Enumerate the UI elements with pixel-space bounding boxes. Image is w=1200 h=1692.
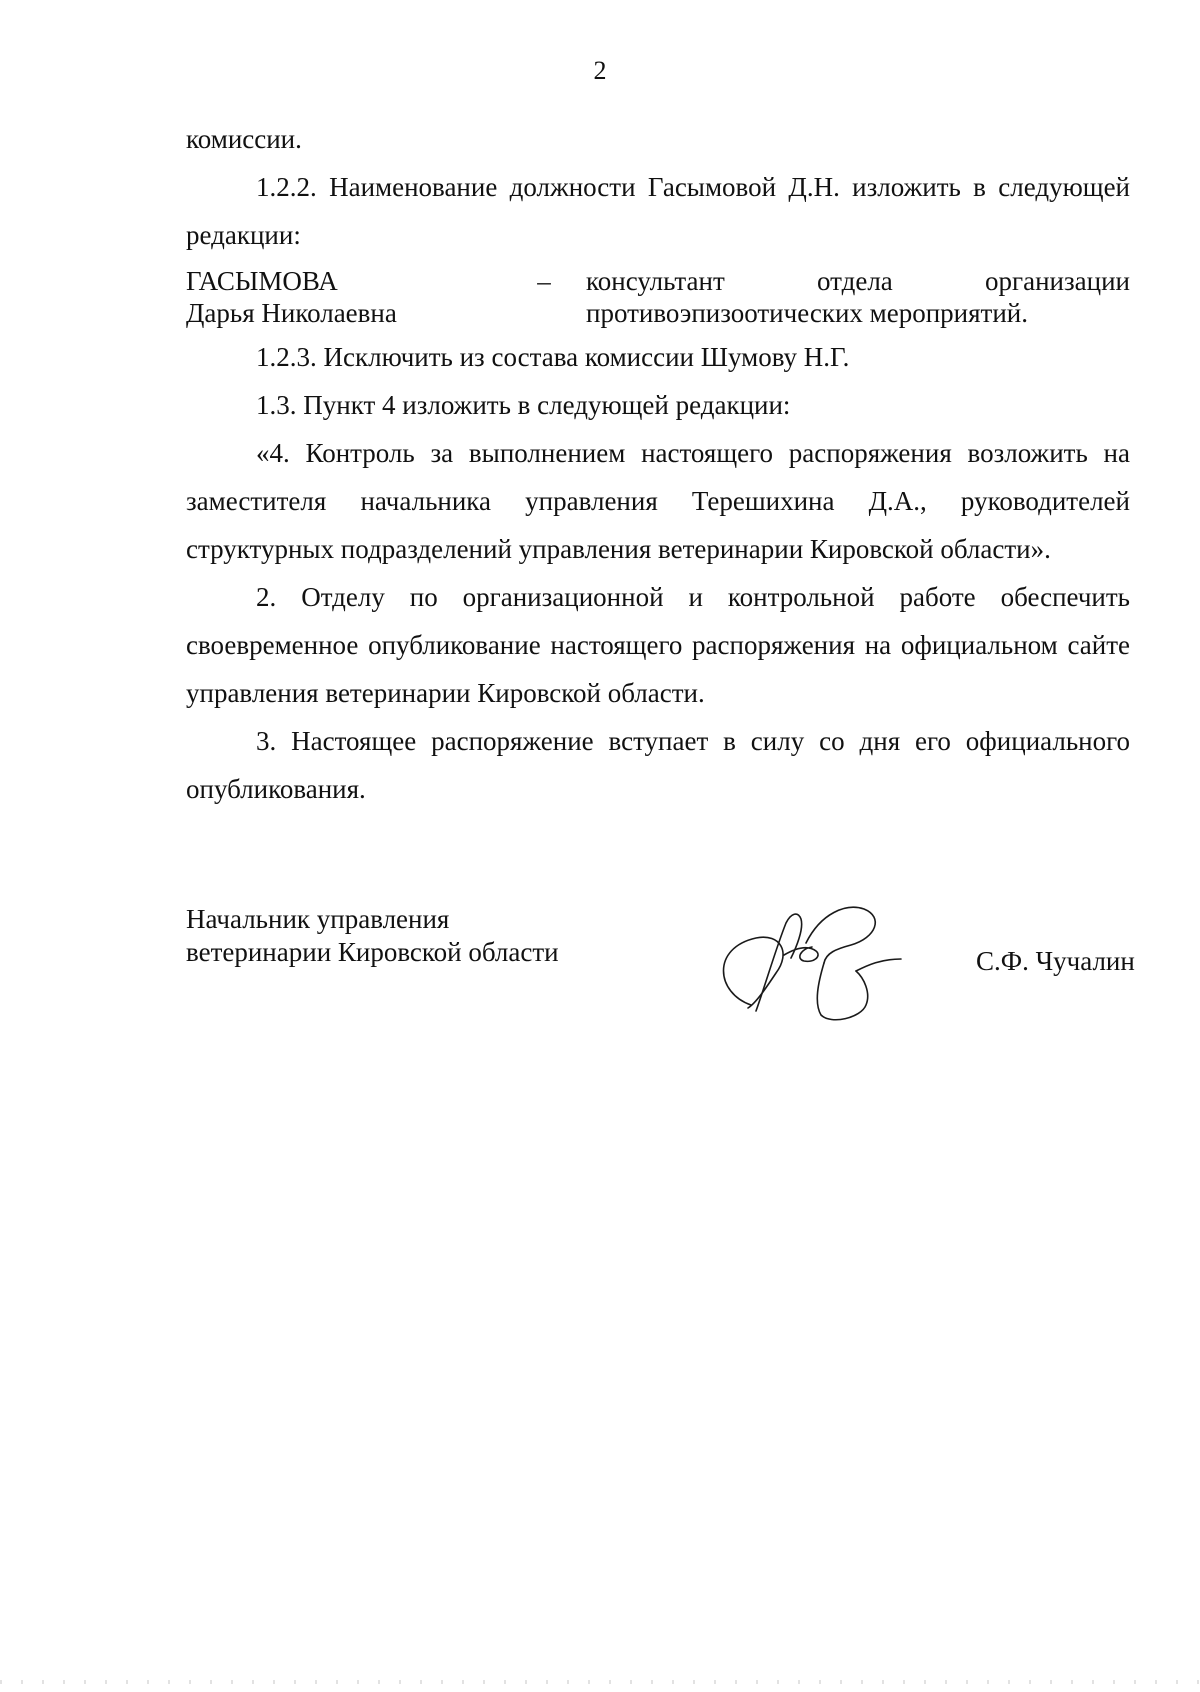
commission-member-entry	[186, 265, 1130, 329]
signer-position-line-2: ветеринарии Кировской области	[186, 937, 559, 967]
member-role	[562, 265, 1130, 329]
signer-name: С.Ф. Чучалин	[976, 946, 1135, 976]
member-dash: –	[537, 266, 551, 296]
signer-position-line-1: Начальник управления	[186, 904, 450, 934]
member-name	[186, 265, 526, 329]
page-number: 2	[593, 56, 607, 85]
paragraph-1-2-3: 1.2.3. Исключить из состава комиссии Шумову Н.Г.	[256, 342, 850, 372]
document-body	[186, 115, 1130, 813]
paragraph-1-2-2: 1.2.2. Наименование должности Гасымовой Д.Н. изложить в следующей редакции:	[186, 172, 1130, 250]
member-role-line-2: противоэпизоотических мероприятий.	[586, 298, 1028, 328]
handwritten-signature-image	[696, 893, 926, 1023]
paragraph-2: 2. Отделу по организационной и контрольной работе обеспечить своевременное опубликование настоящего распоряжения на официальном сайте управления ветеринарии Кировской области.	[186, 582, 1130, 708]
member-given-names: Дарья Николаевна	[186, 298, 397, 328]
paragraph-continuation: комиссии.	[186, 124, 302, 154]
scan-artifact-line	[0, 1680, 1200, 1684]
signer-position	[186, 903, 626, 969]
signature-block	[186, 903, 1186, 1043]
member-surname: ГАСЫМОВА	[186, 266, 338, 296]
paragraph-1-3: 1.3. Пункт 4 изложить в следующей редакции:	[256, 390, 791, 420]
member-role-line-1: консультант отдела организации	[586, 266, 1130, 296]
paragraph-quote-4: «4. Контроль за выполнением настоящего распоряжения возложить на заместителя начальника управления Терешихина Д.А., руководителей структурных подразделений управления ветеринарии Кировской области».	[186, 438, 1130, 564]
paragraph-3: 3. Настоящее распоряжение вступает в силу со дня его официального опубликования.	[186, 726, 1130, 804]
